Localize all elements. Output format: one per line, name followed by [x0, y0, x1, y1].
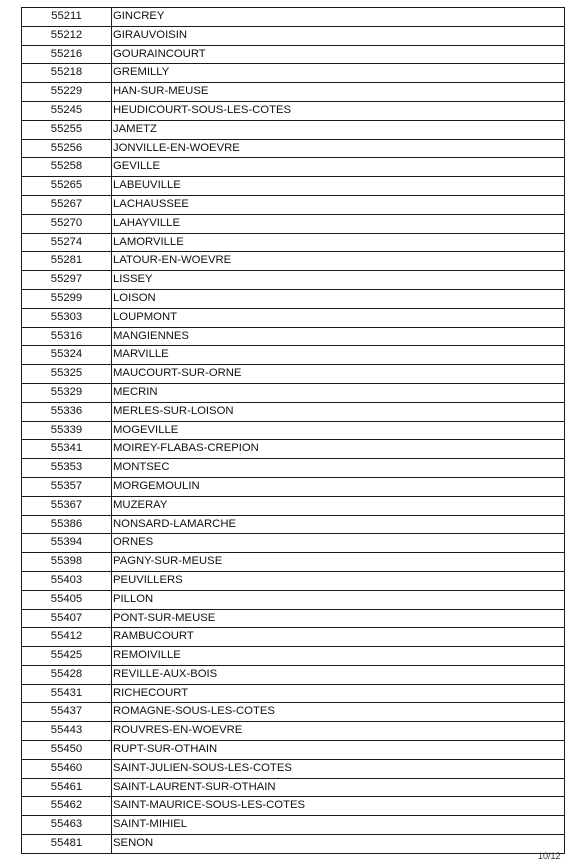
- commune-name-cell: SAINT-LAURENT-SUR-OTHAIN: [112, 778, 565, 797]
- commune-name-cell: MORGEMOULIN: [112, 477, 565, 496]
- commune-name-cell: MAUCOURT-SUR-ORNE: [112, 365, 565, 384]
- commune-name-cell: REMOIVILLE: [112, 647, 565, 666]
- table-row: [22, 289, 565, 308]
- table-row: [22, 26, 565, 45]
- commune-name-cell: GINCREY: [112, 8, 565, 27]
- commune-name-cell: REVILLE-AUX-BOIS: [112, 665, 565, 684]
- commune-code-cell: 55218: [22, 64, 112, 83]
- table-row: [22, 778, 565, 797]
- commune-code-cell: 55398: [22, 553, 112, 572]
- commune-code-cell: 55299: [22, 289, 112, 308]
- commune-code-cell: 55461: [22, 778, 112, 797]
- commune-table: [21, 7, 565, 854]
- commune-code-cell: 55303: [22, 308, 112, 327]
- commune-name-cell: MONTSEC: [112, 459, 565, 478]
- commune-name-cell: RICHECOURT: [112, 684, 565, 703]
- table-row: [22, 628, 565, 647]
- commune-code-cell: 55428: [22, 665, 112, 684]
- table-row: [22, 158, 565, 177]
- table-row: [22, 759, 565, 778]
- commune-table-body: [22, 8, 565, 854]
- commune-code-cell: 55394: [22, 534, 112, 553]
- commune-code-cell: 55367: [22, 496, 112, 515]
- commune-name-cell: PILLON: [112, 590, 565, 609]
- commune-name-cell: MECRIN: [112, 383, 565, 402]
- table-row: [22, 816, 565, 835]
- commune-name-cell: SAINT-JULIEN-SOUS-LES-COTES: [112, 759, 565, 778]
- table-row: [22, 797, 565, 816]
- table-row: [22, 120, 565, 139]
- commune-name-cell: ROMAGNE-SOUS-LES-COTES: [112, 703, 565, 722]
- commune-name-cell: LABEUVILLE: [112, 177, 565, 196]
- commune-code-cell: 55212: [22, 26, 112, 45]
- commune-code-cell: 55336: [22, 402, 112, 421]
- commune-code-cell: 55405: [22, 590, 112, 609]
- commune-name-cell: RUPT-SUR-OTHAIN: [112, 741, 565, 760]
- table-row: [22, 477, 565, 496]
- commune-code-cell: 55270: [22, 214, 112, 233]
- commune-name-cell: SAINT-MAURICE-SOUS-LES-COTES: [112, 797, 565, 816]
- table-row: [22, 346, 565, 365]
- commune-name-cell: PONT-SUR-MEUSE: [112, 609, 565, 628]
- table-row: [22, 440, 565, 459]
- commune-code-cell: 55407: [22, 609, 112, 628]
- table-row: [22, 365, 565, 384]
- table-row: [22, 553, 565, 572]
- commune-code-cell: 55443: [22, 722, 112, 741]
- commune-code-cell: 55216: [22, 45, 112, 64]
- commune-name-cell: LAMORVILLE: [112, 233, 565, 252]
- commune-code-cell: 55481: [22, 835, 112, 854]
- table-row: [22, 647, 565, 666]
- commune-name-cell: GOURAINCOURT: [112, 45, 565, 64]
- commune-code-cell: 55245: [22, 101, 112, 120]
- table-row: [22, 8, 565, 27]
- commune-code-cell: 55460: [22, 759, 112, 778]
- table-row: [22, 214, 565, 233]
- commune-code-cell: 55267: [22, 195, 112, 214]
- table-row: [22, 83, 565, 102]
- commune-code-cell: 55258: [22, 158, 112, 177]
- commune-code-cell: 55386: [22, 515, 112, 534]
- table-row: [22, 722, 565, 741]
- commune-name-cell: JAMETZ: [112, 120, 565, 139]
- table-row: [22, 515, 565, 534]
- commune-name-cell: MOGEVILLE: [112, 421, 565, 440]
- commune-name-cell: GEVILLE: [112, 158, 565, 177]
- commune-name-cell: HEUDICOURT-SOUS-LES-COTES: [112, 101, 565, 120]
- commune-code-cell: 55450: [22, 741, 112, 760]
- commune-name-cell: PEUVILLERS: [112, 571, 565, 590]
- table-row: [22, 195, 565, 214]
- table-row: [22, 609, 565, 628]
- commune-code-cell: 55274: [22, 233, 112, 252]
- table-row: [22, 496, 565, 515]
- commune-name-cell: GIRAUVOISIN: [112, 26, 565, 45]
- page-number: 10/12: [538, 851, 561, 861]
- commune-name-cell: RAMBUCOURT: [112, 628, 565, 647]
- commune-code-cell: 55316: [22, 327, 112, 346]
- table-row: [22, 252, 565, 271]
- commune-name-cell: MUZERAY: [112, 496, 565, 515]
- table-row: [22, 383, 565, 402]
- table-row: [22, 139, 565, 158]
- commune-name-cell: JONVILLE-EN-WOEVRE: [112, 139, 565, 158]
- commune-code-cell: 55229: [22, 83, 112, 102]
- table-row: [22, 177, 565, 196]
- commune-name-cell: MOIREY-FLABAS-CREPION: [112, 440, 565, 459]
- table-row: [22, 534, 565, 553]
- commune-code-cell: 55265: [22, 177, 112, 196]
- table-row: [22, 327, 565, 346]
- table-row: [22, 590, 565, 609]
- commune-code-cell: 55281: [22, 252, 112, 271]
- table-row: [22, 45, 565, 64]
- commune-name-cell: LATOUR-EN-WOEVRE: [112, 252, 565, 271]
- commune-name-cell: NONSARD-LAMARCHE: [112, 515, 565, 534]
- commune-code-cell: 55463: [22, 816, 112, 835]
- table-row: [22, 665, 565, 684]
- commune-code-cell: 55403: [22, 571, 112, 590]
- commune-name-cell: HAN-SUR-MEUSE: [112, 83, 565, 102]
- table-row: [22, 459, 565, 478]
- table-row: [22, 101, 565, 120]
- commune-name-cell: LOUPMONT: [112, 308, 565, 327]
- commune-code-cell: 55412: [22, 628, 112, 647]
- commune-code-cell: 55255: [22, 120, 112, 139]
- commune-name-cell: SAINT-MIHIEL: [112, 816, 565, 835]
- commune-name-cell: ORNES: [112, 534, 565, 553]
- commune-name-cell: LACHAUSSEE: [112, 195, 565, 214]
- commune-code-cell: 55357: [22, 477, 112, 496]
- commune-code-cell: 55341: [22, 440, 112, 459]
- commune-code-cell: 55256: [22, 139, 112, 158]
- commune-name-cell: LOISON: [112, 289, 565, 308]
- commune-name-cell: PAGNY-SUR-MEUSE: [112, 553, 565, 572]
- table-row: [22, 271, 565, 290]
- commune-name-cell: GREMILLY: [112, 64, 565, 83]
- commune-name-cell: LAHAYVILLE: [112, 214, 565, 233]
- commune-code-cell: 55297: [22, 271, 112, 290]
- commune-code-cell: 55353: [22, 459, 112, 478]
- commune-name-cell: MERLES-SUR-LOISON: [112, 402, 565, 421]
- commune-code-cell: 55211: [22, 8, 112, 27]
- table-row: [22, 64, 565, 83]
- table-row: [22, 308, 565, 327]
- table-row: [22, 703, 565, 722]
- commune-code-cell: 55324: [22, 346, 112, 365]
- commune-name-cell: MANGIENNES: [112, 327, 565, 346]
- table-row: [22, 571, 565, 590]
- table-row: [22, 402, 565, 421]
- table-row: [22, 684, 565, 703]
- commune-code-cell: 55329: [22, 383, 112, 402]
- commune-code-cell: 55437: [22, 703, 112, 722]
- commune-name-cell: LISSEY: [112, 271, 565, 290]
- commune-code-cell: 55462: [22, 797, 112, 816]
- commune-code-cell: 55325: [22, 365, 112, 384]
- table-row: [22, 741, 565, 760]
- commune-code-cell: 55339: [22, 421, 112, 440]
- table-row: [22, 421, 565, 440]
- commune-code-cell: 55431: [22, 684, 112, 703]
- commune-code-cell: 55425: [22, 647, 112, 666]
- commune-name-cell: ROUVRES-EN-WOEVRE: [112, 722, 565, 741]
- table-row: [22, 835, 565, 854]
- commune-name-cell: SENON: [112, 835, 565, 854]
- commune-name-cell: MARVILLE: [112, 346, 565, 365]
- table-row: [22, 233, 565, 252]
